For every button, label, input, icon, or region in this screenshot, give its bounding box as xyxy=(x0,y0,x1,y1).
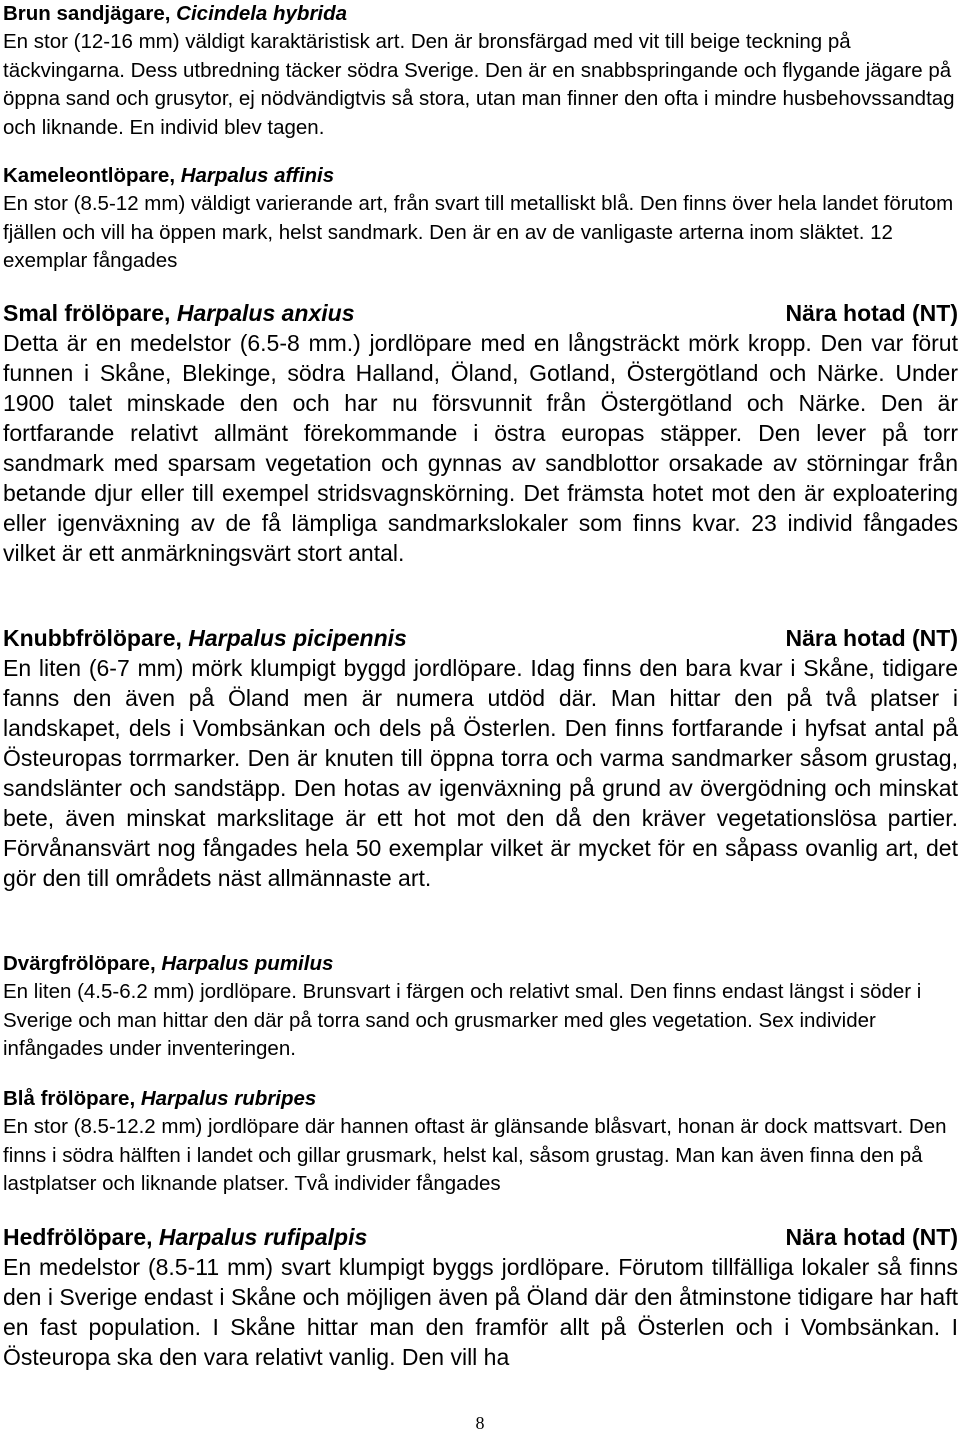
latin-name: Harpalus anxius xyxy=(176,300,355,326)
latin-name: Harpalus affinis xyxy=(180,164,335,187)
species-title xyxy=(3,950,333,978)
species-title xyxy=(3,298,355,328)
species-heading xyxy=(3,1085,958,1113)
species-section-cicindela-hybrida xyxy=(3,0,958,142)
common-name: Smal frölöpare, xyxy=(3,300,177,326)
latin-name: Cicindela hybrida xyxy=(176,2,348,25)
species-description: En stor (8.5-12.2 mm) jordlöpare där hannen oftast är glänsande blåsvart, honan är dock mattsvart. Den finns i södra hälften i landet och gillar grusmark, helst kal, såsom grustag. Man kan även finna den på lastplatser och liknande platser. Två individer fångades xyxy=(3,1115,947,1195)
common-name: Hedfrölöpare, xyxy=(3,1224,159,1250)
species-section-harpalus-pumilus xyxy=(3,950,958,1064)
species-description: En medelstor (8.5-11 mm) svart klumpigt byggs jordlöpare. Förutom tillfälliga lokaler så finns den i Sverige endast i Skåne och möjligen även på Öland där den åtminstone tidigare har haft en fast population. I Skåne hittar man den framför allt på Österlen och i Vombsänkan. I Östeuropa ska den vara relativt vanlig. Den vill ha xyxy=(3,1254,958,1370)
species-section-harpalus-picipennis xyxy=(3,623,958,893)
species-section-harpalus-affinis xyxy=(3,162,958,276)
common-name: Blå frölöpare, xyxy=(3,1087,141,1110)
species-description: En stor (12-16 mm) väldigt karaktäristisk art. Den är bronsfärgad med vit till beige teckning på täckvingarna. Dess utbredning täcker södra Sverige. Den är en snabbspringande och flygande jägare på öppna sand och grusytor, ej nödvändigtvis så stora, utan man finner den ofta i mindre husbehovssandtag och liknande. En individ blev tagen. xyxy=(3,30,955,139)
species-description: En liten (6-7 mm) mörk klumpigt byggd jordlöpare. Idag finns den bara kvar i Skåne, tidigare fanns den även på Öland men är numera utdöd där. Man hittar den på två platser i landskapet, dels i Vombsänkan och dels på Österlen. Den finns fortfarande i hyfsat antal på Östeuropas torrmarker. Den är knuten till öppna torra och varma sandmarker såsom grustag, sandslänter och sandstäpp. Den hotas av igenväxning på grund av övergödning och minskat bete, även minskat markslitage är ett hot mot den då den kräver vegetationslösa partier. Förvånansvärt nog fångades hela 50 exemplar vilket är mycket för en såpass ovanlig art, det gör den till områdets näst allmännaste art. xyxy=(3,655,958,891)
redlist-status: Nära hotad (NT) xyxy=(785,300,958,326)
common-name: Kameleontlöpare, xyxy=(3,164,181,187)
species-heading xyxy=(3,950,958,978)
species-heading xyxy=(3,623,958,653)
page-number: 8 xyxy=(475,1413,485,1433)
common-name: Brun sandjägare, xyxy=(3,2,177,25)
species-section-harpalus-rufipalpis xyxy=(3,1222,958,1372)
latin-name: Harpalus pumilus xyxy=(161,952,334,975)
latin-name: Harpalus rubripes xyxy=(140,1087,317,1110)
species-description: En liten (4.5-6.2 mm) jordlöpare. Brunsvart i färgen och relativt smal. Den finns endast längst i söder i Sverige och man hittar den där på torra sand och grusmarker med gles vegetation. Sex individer infångades under inventeringen. xyxy=(3,980,922,1060)
species-section-harpalus-anxius xyxy=(3,298,958,568)
species-heading xyxy=(3,298,958,328)
latin-name: Harpalus rufipalpis xyxy=(158,1224,368,1250)
species-description: Detta är en medelstor (6.5-8 mm.) jordlöpare med en långsträckt mörk kropp. Den var förut funnen i Skåne, Blekinge, södra Halland, Öland, Gotland, Östergötland och Närke. Under 1900 talet minskade den och har nu försvunnit från Östergötland och Närke. Den är fortfarande relativt allmänt förekommande i östra europas stäpper. Den lever på torr sandmark med sparsam vegetation och gynnas av sandblottor orsakade av störningar från betande djur eller till exempel stridsvagnskörning. Det främsta hotet mot den är exploatering eller igenväxning av de få lämpliga sandmarkslokaler som finns kvar. 23 individ fångades vilket är ett anmärkningsvärt stort antal. xyxy=(3,330,958,566)
species-title xyxy=(3,623,407,653)
redlist-status: Nära hotad (NT) xyxy=(785,1224,958,1250)
species-heading xyxy=(3,162,958,190)
species-title xyxy=(3,1222,367,1252)
species-title xyxy=(3,162,334,190)
redlist-status: Nära hotad (NT) xyxy=(785,625,958,651)
common-name: Knubbfrölöpare, xyxy=(3,625,189,651)
species-heading xyxy=(3,1222,958,1252)
species-description: En stor (8.5-12 mm) väldigt varierande art, från svart till metalliskt blå. Den finns över hela landet förutom fjällen och vill ha öppen mark, helst sandmark. Den är en av de vanligaste arterna inom släktet. 12 exemplar fångades xyxy=(3,192,954,272)
latin-name: Harpalus picipennis xyxy=(188,625,407,651)
species-title xyxy=(3,1085,316,1113)
common-name: Dvärgfrölöpare, xyxy=(3,952,162,975)
species-title xyxy=(3,0,347,28)
species-section-harpalus-rubripes xyxy=(3,1085,958,1199)
species-heading xyxy=(3,0,958,28)
